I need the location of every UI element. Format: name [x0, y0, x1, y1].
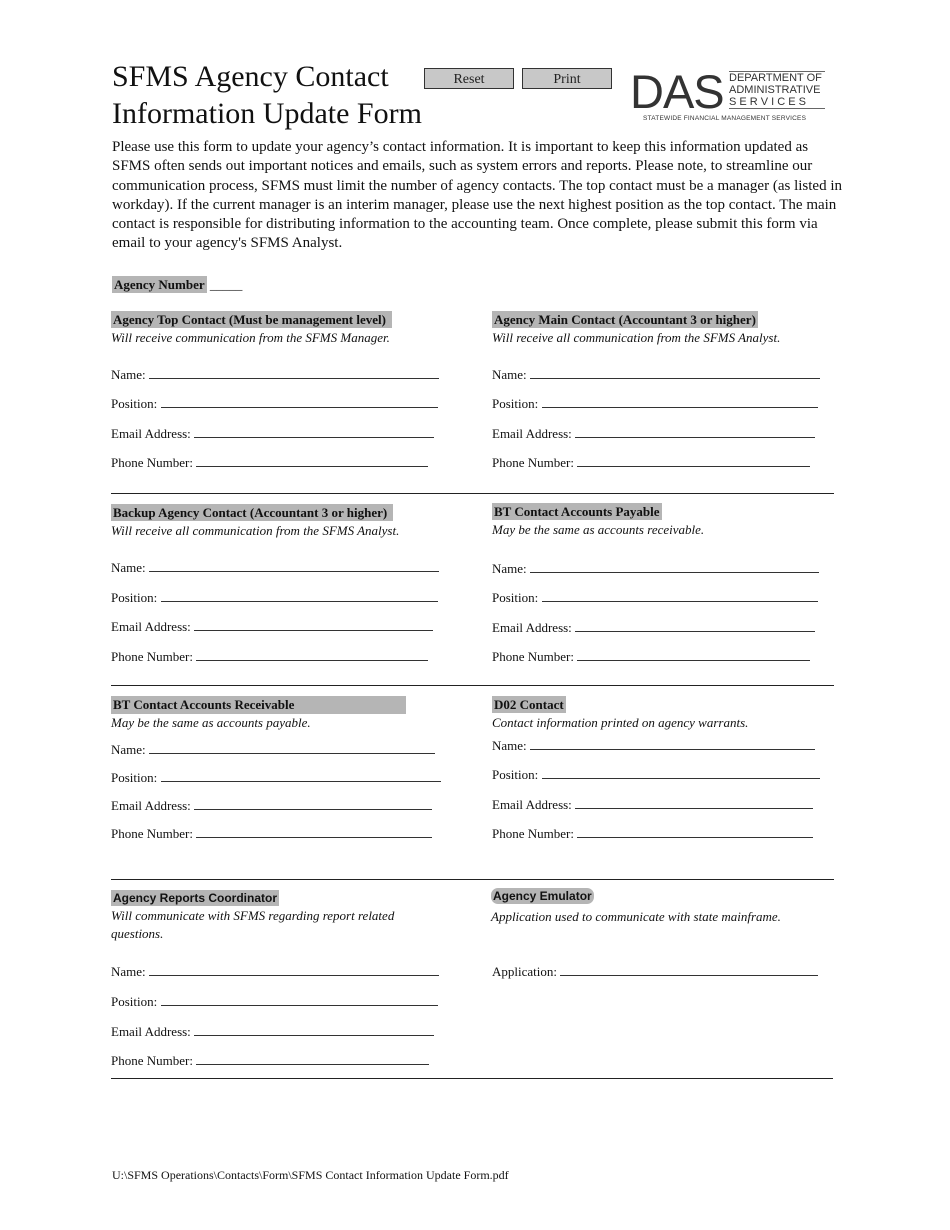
section-bt-payable: [492, 503, 704, 539]
bt-payable-heading: BT Contact Accounts Payable: [494, 504, 660, 519]
backup-contact-phone-field[interactable]: [111, 648, 428, 665]
field-label: Phone Number:: [111, 649, 193, 664]
logo-subtitle: STATEWIDE FINANCIAL MANAGEMENT SERVICES: [643, 115, 807, 122]
main-contact-phone-input[interactable]: [577, 454, 810, 467]
backup-contact-desc: Will receive all communication from the SFMS Analyst.: [111, 523, 400, 538]
bt-receivable-email-field[interactable]: [111, 797, 432, 814]
d02-contact-desc: Contact information printed on agency warrants.: [492, 715, 749, 730]
field-label: Phone Number:: [492, 455, 574, 470]
main-contact-email-input[interactable]: [575, 425, 815, 438]
main-contact-desc: Will receive all communication from the SFMS Analyst.: [492, 330, 781, 345]
page-title: SFMS Agency Contact Information Update Form: [112, 60, 422, 130]
reports-coordinator-name-field[interactable]: [111, 963, 439, 980]
field-label: Position:: [111, 590, 158, 605]
agency-number-row: [112, 277, 242, 293]
bt-receivable-phone-field[interactable]: [111, 825, 432, 842]
field-label: Phone Number:: [111, 455, 193, 470]
d02-contact-position-input[interactable]: [542, 766, 820, 779]
field-label: Name:: [111, 367, 146, 382]
top-contact-email-field[interactable]: [111, 425, 434, 442]
field-label: Name:: [492, 367, 527, 382]
bt-payable-position-input[interactable]: [542, 589, 818, 602]
bt-payable-phone-input[interactable]: [577, 648, 810, 661]
section-bt-receivable: [111, 696, 406, 732]
field-label: Email Address:: [111, 1024, 191, 1039]
logo-dept-line-2: ADMINISTRATIVE: [729, 84, 821, 96]
logo-letters: DAS: [630, 65, 724, 118]
d02-contact-phone-field[interactable]: [492, 825, 813, 842]
top-contact-phone-input[interactable]: [196, 454, 428, 467]
main-contact-heading: Agency Main Contact (Accountant 3 or higher): [494, 312, 756, 327]
reports-coordinator-name-input[interactable]: [149, 963, 439, 976]
print-button[interactable]: Print: [522, 68, 612, 89]
main-contact-name-field[interactable]: [492, 366, 820, 383]
file-path-footer: U:\SFMS Operations\Contacts\Form\SFMS Contact Information Update Form.pdf: [112, 1168, 509, 1182]
bt-payable-phone-field[interactable]: [492, 648, 810, 665]
d02-contact-heading: D02 Contact: [494, 697, 564, 712]
field-label: Name:: [111, 964, 146, 979]
bt-payable-email-field[interactable]: [492, 619, 815, 636]
top-contact-desc: Will receive communication from the SFMS Manager.: [111, 330, 390, 345]
bt-receivable-name-input[interactable]: [149, 741, 435, 754]
field-label: Position:: [492, 396, 539, 411]
section-top-contact: [111, 311, 392, 347]
reports-coordinator-desc: Will communicate with SFMS regarding report related questions.: [111, 908, 395, 941]
emulator-application-input[interactable]: [560, 963, 818, 976]
field-label: Position:: [111, 994, 158, 1009]
backup-contact-heading: Backup Agency Contact (Accountant 3 or higher): [111, 504, 393, 521]
emulator-desc: Application used to communicate with state mainframe.: [491, 909, 781, 924]
section-emulator: [491, 887, 781, 926]
field-label: Application:: [492, 964, 557, 979]
section-reports-coordinator: [111, 889, 441, 943]
agency-number-input[interactable]: _____: [209, 277, 243, 292]
field-label: Name:: [492, 561, 527, 576]
bt-receivable-position-input[interactable]: [161, 769, 441, 782]
bt-payable-email-input[interactable]: [575, 619, 815, 632]
section-divider: [111, 685, 834, 686]
emulator-application-field[interactable]: [492, 963, 818, 980]
bt-receivable-desc: May be the same as accounts payable.: [111, 715, 311, 730]
bt-receivable-position-field[interactable]: [111, 769, 441, 786]
main-contact-phone-field[interactable]: [492, 454, 810, 471]
logo-department-text: [729, 71, 825, 109]
top-contact-position-field[interactable]: [111, 395, 438, 412]
field-label: Name:: [492, 738, 527, 753]
bt-payable-position-field[interactable]: [492, 589, 818, 606]
bt-payable-name-field[interactable]: [492, 560, 819, 577]
reports-coordinator-phone-field[interactable]: [111, 1052, 429, 1069]
emulator-heading: Agency Emulator: [493, 889, 592, 903]
field-label: Position:: [111, 396, 158, 411]
backup-contact-position-input[interactable]: [161, 589, 438, 602]
top-contact-position-input[interactable]: [161, 395, 438, 408]
top-contact-name-field[interactable]: [111, 366, 439, 383]
section-divider: [111, 1078, 833, 1079]
field-label: Phone Number:: [492, 649, 574, 664]
field-label: Phone Number:: [111, 1053, 193, 1068]
section-backup-contact: [111, 504, 399, 540]
backup-contact-email-input[interactable]: [194, 618, 433, 631]
field-label: Email Address:: [111, 798, 191, 813]
top-contact-email-input[interactable]: [194, 425, 434, 438]
field-label: Phone Number:: [492, 826, 574, 841]
agency-number-label: Agency Number: [114, 277, 205, 292]
reports-coordinator-email-input[interactable]: [194, 1023, 434, 1036]
d02-contact-email-input[interactable]: [575, 796, 813, 809]
backup-contact-name-field[interactable]: [111, 559, 439, 576]
section-d02-contact: [492, 696, 748, 732]
field-label: Name:: [111, 560, 146, 575]
reports-coordinator-phone-input[interactable]: [196, 1052, 429, 1065]
das-logo: [630, 65, 830, 125]
bt-receivable-email-input[interactable]: [194, 797, 432, 810]
bt-receivable-phone-input[interactable]: [196, 825, 432, 838]
d02-contact-position-field[interactable]: [492, 766, 820, 783]
backup-contact-name-input[interactable]: [149, 559, 439, 572]
main-contact-position-field[interactable]: [492, 395, 818, 412]
field-label: Position:: [111, 770, 158, 785]
section-main-contact: [492, 311, 780, 347]
field-label: Email Address:: [492, 797, 572, 812]
reports-coordinator-heading: Agency Reports Coordinator: [113, 891, 278, 905]
field-label: Name:: [111, 742, 146, 757]
top-contact-heading: Agency Top Contact (Must be management level): [111, 311, 392, 328]
field-label: Position:: [492, 590, 539, 605]
section-divider: [111, 879, 834, 880]
backup-contact-position-field[interactable]: [111, 589, 438, 606]
d02-contact-name-input[interactable]: [530, 737, 815, 750]
main-contact-email-field[interactable]: [492, 425, 815, 442]
section-divider: [111, 493, 834, 494]
reports-coordinator-position-field[interactable]: [111, 993, 438, 1010]
reset-button[interactable]: Reset: [424, 68, 514, 89]
reports-coordinator-email-field[interactable]: [111, 1023, 434, 1040]
bt-payable-desc: May be the same as accounts receivable.: [492, 522, 705, 537]
field-label: Position:: [492, 767, 539, 782]
field-label: Email Address:: [492, 620, 572, 635]
bt-payable-name-input[interactable]: [530, 560, 819, 573]
logo-dept-line-3: S E R V I C E S: [729, 96, 807, 108]
field-label: Email Address:: [111, 426, 191, 441]
field-label: Email Address:: [111, 619, 191, 634]
top-contact-phone-field[interactable]: [111, 454, 428, 471]
top-contact-name-input[interactable]: [149, 366, 439, 379]
backup-contact-phone-input[interactable]: [196, 648, 428, 661]
main-contact-position-input[interactable]: [542, 395, 818, 408]
d02-contact-email-field[interactable]: [492, 796, 813, 813]
reports-coordinator-position-input[interactable]: [161, 993, 438, 1006]
bt-receivable-heading: BT Contact Accounts Receivable: [111, 696, 406, 714]
d02-contact-phone-input[interactable]: [577, 825, 813, 838]
bt-receivable-name-field[interactable]: [111, 741, 435, 758]
d02-contact-name-field[interactable]: [492, 737, 815, 754]
field-label: Email Address:: [492, 426, 572, 441]
field-label: Phone Number:: [111, 826, 193, 841]
backup-contact-email-field[interactable]: [111, 618, 433, 635]
logo-dept-line-1: DEPARTMENT OF: [729, 72, 822, 84]
intro-paragraph: Please use this form to update your agency’s contact information. It is important to keep this information updated as SFMS often sends out important notices and emails, such as system errors and reports. Please note, to streamline our communication process, SFMS must limit the number of agency contacts. The top contact must be a manager (as listed in workday). If the current manager is an interim manager, please use the next highest position as the top contact. The main contact is responsible for distributing information to the accounting team. Once complete, please submit this form via email to your agency's SFMS Analyst.: [112, 139, 842, 252]
main-contact-name-input[interactable]: [530, 366, 820, 379]
